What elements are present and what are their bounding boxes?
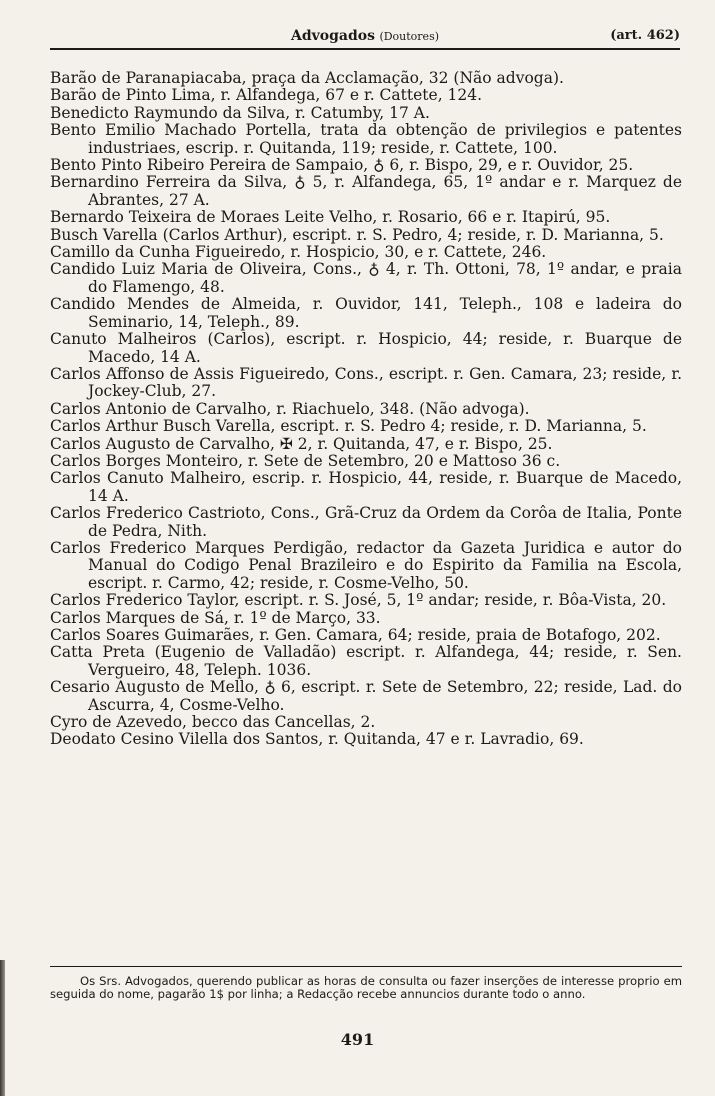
directory-entry: Carlos Affonso de Assis Figueiredo, Cons., escript. r. Gen. Camara, 23; reside, r. Jockey-Club, 27. xyxy=(50,364,682,401)
directory-entry: Deodato Cesino Vilella dos Santos, r. Quitanda, 47 e r. Lavradio, 69. xyxy=(50,730,584,749)
directory-entry: Bento Emilio Machado Portella, trata da obtenção de privilegios e patentes industriaes, escrip. r. Quitanda, 119; reside, r. Cattete, 100. xyxy=(50,121,682,157)
directory-entry: Carlos Frederico Marques Perdigão, redactor da Gazeta Juridica e autor do Manual do Codigo Penal Brazileiro e do Espirito da Familia na Escola, escript. r. Carmo, 42; reside, r. Cosme-Velho, 50. xyxy=(50,538,682,592)
directory-entry: Carlos Marques de Sá, r. 1º de Março, 33. xyxy=(50,608,381,627)
directory-entry: Carlos Canuto Malheiro, escrip. r. Hospicio, 44, reside, r. Buarque de Macedo, 14 A. xyxy=(50,469,682,505)
directory-entry: Benedicto Raymundo da Silva, r. Catumby, 17 A. xyxy=(50,103,430,122)
directory-entry: Bernardo Teixeira de Moraes Leite Velho, r. Rosario, 66 e r. Itapirú, 95. xyxy=(50,208,611,227)
directory-entry: Carlos Soares Guimarães, r. Gen. Camara, 64; reside, praia de Botafogo, 202. xyxy=(50,626,661,644)
directory-entry: Catta Preta (Eugenio de Valladão) escript. r. Alfandega, 44; reside, r. Sen. Vergueiro, 48, Teleph. 1036. xyxy=(50,643,682,679)
directory-entry: Cyro de Azevedo, becco das Cancellas, 2. xyxy=(50,713,376,732)
directory-entry: Candido Luiz Maria de Oliveira, Cons., ♁ 4, r. Th. Ottoni, 78, 1º andar, e praia do Flamengo, 48. xyxy=(50,260,682,296)
header-title-group xyxy=(50,28,680,44)
directory-entry: Carlos Borges Monteiro, r. Sete de Setembro, 20 e Mattoso 36 c. xyxy=(50,451,561,470)
header-title: Advogados xyxy=(290,28,375,44)
page-edge-shadow xyxy=(0,960,5,1096)
directory-entry: Carlos Frederico Taylor, escript. r. S. José, 5, 1º andar; reside, r. Bôa-Vista, 20. xyxy=(50,591,667,610)
directory-entry: Carlos Arthur Busch Varella, escript. r. S. Pedro 4; reside, r. D. Marianna, 5. xyxy=(50,417,647,436)
page-number: 491 xyxy=(340,1030,375,1049)
directory-entry: Candido Mendes de Almeida, r. Ouvidor, 141, Teleph., 108 e ladeira do Seminario, 14, Teleph., 89. xyxy=(50,295,682,331)
footnote-divider xyxy=(50,966,682,967)
directory-entry: Canuto Malheiros (Carlos), escript. r. Hospicio, 44; reside, r. Buarque de Macedo, 14 A. xyxy=(50,330,682,366)
directory-entry: Barão de Pinto Lima, r. Alfandega, 67 e r. Cattete, 124. xyxy=(50,86,483,105)
footnote-text: Os Srs. Advogados, querendo publicar as horas de consulta ou fazer inserções de interesse proprio em seguida do nome, pagarão 1$ por linha; a Redacção recebe annuncios durante todo o anno. xyxy=(50,974,682,1001)
header-section: (art. 462) xyxy=(610,28,680,43)
page-header xyxy=(50,22,680,50)
directory-entry: Busch Varella (Carlos Arthur), escript. r. S. Pedro, 4; reside, r. D. Marianna, 5. xyxy=(50,225,664,244)
header-subtitle: (Doutores) xyxy=(379,30,440,43)
directory-entry: Carlos Frederico Castrioto, Cons., Grã-Cruz da Ordem da Corôa de Italia, Ponte de Pedra, Nith. xyxy=(50,504,682,540)
directory-entry: Barão de Paranapiacaba, praça da Acclamação, 32 (Não advoga). xyxy=(50,69,564,87)
directory-entry: Carlos Augusto de Carvalho, ✠ 2, r. Quitanda, 47, e r. Bispo, 25. xyxy=(50,434,553,453)
directory-entry: Cesario Augusto de Mello, ♁ 6, escript. r. Sete de Setembro, 22; reside, Lad. do Ascurra, 4, Cosme-Velho. xyxy=(50,678,682,714)
footnote xyxy=(50,975,682,1001)
directory-entry: Bento Pinto Ribeiro Pereira de Sampaio, ♁ 6, r. Bispo, 29, e r. Ouvidor, 25. xyxy=(50,156,634,175)
directory-entry: Carlos Antonio de Carvalho, r. Riachuelo, 348. (Não advoga). xyxy=(50,399,530,418)
directory-entry: Bernardino Ferreira da Silva, ♁ 5, r. Alfandega, 65, 1º andar e r. Marquez de Abrantes, 27 A. xyxy=(50,173,682,209)
directory-entry: Camillo da Cunha Figueiredo, r. Hospicio, 30, e r. Cattete, 246. xyxy=(50,243,547,262)
directory-entries xyxy=(50,70,682,749)
